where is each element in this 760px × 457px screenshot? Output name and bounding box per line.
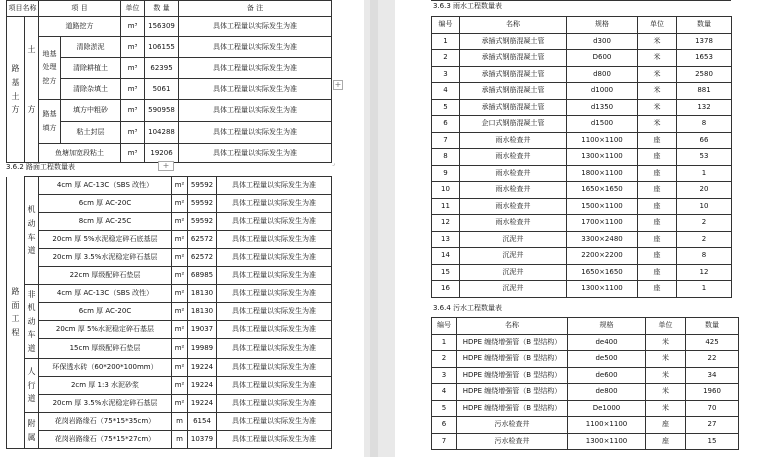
road-base-table (6, 0, 332, 163)
table-row: 13 沉泥井 3300×2480 座 2 (432, 231, 732, 248)
road-base-header-row (7, 1, 332, 17)
sub-group-sidewalk: 人行道 (25, 359, 39, 413)
pavement-caption: 3.6.2 路面工程数量表 (6, 163, 76, 171)
table-row: 非机动车道 4cm 厚 AC-13C（SBS 改性） m² 18130 具体工程量以实际发生为准 (7, 285, 332, 303)
table-row: 6 企口式钢筋混凝土管 d1500 米 8 (432, 116, 732, 133)
table-row: 鱼塘加宽段粘土 m³ 19206 具体工程量以实际发生为准 (7, 144, 332, 163)
table-row: 22cm 厚级配碎石垫层 m² 68985 具体工程量以实际发生为准 (7, 267, 332, 285)
group-road-base: 路基土方 (7, 17, 25, 163)
header-item: 项 目 (39, 1, 121, 17)
rain-header-row (432, 17, 732, 34)
sub-group-fill: 路基填方 (39, 100, 61, 144)
table-row: 1 HDPE 缠绕增强管（B 型结构） de400 米 425 (432, 334, 739, 351)
column-header: 编号 (432, 17, 460, 34)
sub-group-motor-lane: 机动车道 (25, 177, 39, 285)
table-row: 4 HDPE 缠绕增强管（B 型结构） de800 米 1960 (432, 384, 739, 401)
table-row: 9 雨水检查井 1800×1100 座 1 (432, 165, 732, 182)
rain-caption: 3.6.3 雨水工程数量表 (433, 2, 503, 10)
table-row: 路面工程 机动车道 4cm 厚 AC-13C（SBS 改性） m² 59592 具体工程量以实际发生为准 (7, 177, 332, 195)
rain-water-table (431, 16, 732, 298)
table-row: 20cm 厚 5%水泥稳定碎石基层 m² 19037 具体工程量以实际发生为准 (7, 321, 332, 339)
table-row: 3 承插式钢筋混凝土管 d800 米 2580 (432, 66, 732, 83)
table-row: 1 承插式钢筋混凝土管 d300 米 1378 (432, 33, 732, 50)
table-row: 15cm 厚级配碎石垫层 m² 19989 具体工程量以实际发生为准 (7, 339, 332, 359)
table-row: 4 承插式钢筋混凝土管 d1000 米 881 (432, 83, 732, 100)
earth-column: 土 方 (25, 17, 39, 144)
table-row: 5 HDPE 缠绕增强管（B 型结构） De1000 米 70 (432, 400, 739, 417)
table-row: 8cm 厚 AC-25C m² 59592 具体工程量以实际发生为准 (7, 213, 332, 231)
sub-group-nonmotor-lane: 非机动车道 (25, 285, 39, 359)
left-document-page (0, 0, 364, 457)
column-header: 规格 (567, 17, 638, 34)
sewage-table (431, 317, 739, 450)
page-gap (370, 0, 378, 457)
table-row: 10 雨水检查井 1650×1650 座 20 (432, 182, 732, 199)
table-row: 11 雨水检查井 1500×1100 座 10 (432, 198, 732, 215)
table-row: 16 沉泥井 1300×1100 座 1 (432, 281, 732, 298)
table-row: 2cm 厚 1:3 水泥砂浆 m² 19224 具体工程量以实际发生为准 (7, 377, 332, 395)
table-row: 6cm 厚 AC-20C m² 18130 具体工程量以实际发生为准 (7, 303, 332, 321)
table-row: 清除杂填土 m³ 5061 具体工程量以实际发生为准 (7, 79, 332, 100)
table-row: 2 承插式钢筋混凝土管 D600 米 1653 (432, 50, 732, 67)
header-unit: 单位 (121, 1, 145, 17)
header-project-name: 项目名称 (7, 1, 39, 17)
header-qty: 数 量 (145, 1, 179, 17)
table-row: 8 雨水检查井 1300×1100 座 53 (432, 149, 732, 166)
column-header: 名称 (460, 17, 567, 34)
sewage-header-row (432, 318, 739, 335)
column-header: 名称 (457, 318, 568, 335)
column-header: 编号 (432, 318, 457, 335)
table-row: 7 雨水检查井 1100×1100 座 66 (432, 132, 732, 149)
table-row: 清除耕植土 m³ 62395 具体工程量以实际发生为准 (7, 58, 332, 79)
table-row: 20cm 厚 5%水泥稳定碎石底基层 m² 62572 具体工程量以实际发生为准 (7, 231, 332, 249)
right-document-page (395, 0, 760, 457)
table-row: 6cm 厚 AC-20C m² 59592 具体工程量以实际发生为准 (7, 195, 332, 213)
table-row: 12 雨水检查井 1700×1100 座 2 (432, 215, 732, 232)
column-header: 单位 (638, 17, 677, 34)
sub-group-ancillary: 附属 (25, 413, 39, 449)
table-row: 2 HDPE 缠绕增强管（B 型结构） de500 米 22 (432, 351, 739, 368)
table-row: 附属 花岗岩路缘石（75*15*35cm） m 6154 具体工程量以实际发生为准 (7, 413, 332, 431)
column-header: 数量 (677, 17, 732, 34)
table-row: 6 污水检查井 1100×1100 座 27 (432, 417, 739, 434)
table-row: 3 HDPE 缠绕增强管（B 型结构） de600 米 34 (432, 367, 739, 384)
table-add-column-button[interactable]: + (158, 161, 174, 171)
table-row: 粘土封层 m³ 104288 具体工程量以实际发生为准 (7, 122, 332, 144)
table-row: 人行道 环保透水砖（60*200*100mm） m² 19224 具体工程量以实际发生为准 (7, 359, 332, 377)
table-row: 地基处理挖方 清除淤泥 m³ 106155 具体工程量以实际发生为准 (7, 37, 332, 58)
table-row: 路基填方 填方中粗砂 m³ 590958 具体工程量以实际发生为准 (7, 100, 332, 122)
pavement-table (6, 176, 332, 449)
table-row: 7 污水检查井 1300×1100 座 15 (432, 433, 739, 450)
table-resize-handle[interactable]: ⌟ (332, 160, 335, 167)
table-row: 花岗岩路缘石（75*15*27cm） m 10379 具体工程量以实际发生为准 (7, 431, 332, 449)
sub-group-foundation: 地基处理挖方 (39, 37, 61, 100)
column-header: 单位 (646, 318, 686, 335)
table-row: 20cm 厚 3.5%水泥稳定碎石基层 m² 62572 具体工程量以实际发生为准 (7, 249, 332, 267)
table-row: 5 承插式钢筋混凝土管 d1350 米 132 (432, 99, 732, 116)
table-row: 15 沉泥井 1650×1650 座 12 (432, 264, 732, 281)
column-header: 数量 (686, 318, 739, 335)
table-row: 20cm 厚 3.5%水泥稳定碎石基层 m² 19224 具体工程量以实际发生为准 (7, 395, 332, 413)
table-add-row-button[interactable]: + (334, 80, 342, 89)
group-pavement: 路面工程 (7, 177, 25, 449)
table-row: 14 沉泥井 2200×2200 座 8 (432, 248, 732, 265)
sewage-caption: 3.6.4 污水工程数量表 (433, 304, 503, 312)
column-header: 规格 (568, 318, 646, 335)
table-row: 路基土方 土 方 道路挖方 m³ 156309 具体工程量以实际发生为准 (7, 17, 332, 37)
header-note: 备 注 (179, 1, 332, 17)
